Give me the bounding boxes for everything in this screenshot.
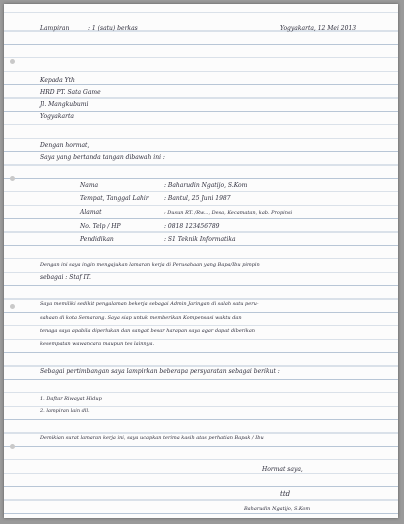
recipient-city: Yogyakarta — [40, 113, 74, 120]
recipient-street: Jl. Mangkubumi — [40, 101, 89, 108]
paragraph-line: sahaan di kota Semarang. Saya siap untuk memberikan Kompensasi waktu dan — [40, 315, 242, 321]
punch-hole — [10, 304, 15, 309]
letter-page — [4, 4, 398, 518]
identity-label: Nama — [80, 182, 99, 189]
punch-hole — [10, 176, 15, 181]
lampiran-value: : 1 (satu) berkas — [88, 25, 138, 32]
intro-line: Saya yang bertanda tangan dibawah ini : — [40, 154, 165, 161]
paragraph-line: kesempatan wawancara maupun tes lainnya. — [40, 341, 155, 347]
attachment-item: 1. Daftar Riwayat Hidup — [40, 396, 102, 402]
recipient-kepada: Kepada Yth — [40, 77, 75, 84]
identity-label: No. Telp / HP — [80, 223, 121, 230]
attachment-item: 2. lampiran lain dll. — [40, 408, 90, 414]
paragraph-line: Saya memiliki sedikit pengalaman bekerja sebagai Admin Jaringan di salah satu peru- — [40, 301, 259, 307]
identity-value: : 0818 123456789 — [164, 223, 220, 230]
paragraph-line: sebagai : Staf IT. — [40, 274, 91, 281]
signature: ttd — [280, 490, 291, 498]
greeting: Dengan hormat, — [40, 142, 90, 149]
identity-value: : Bantul, 25 Juni 1987 — [164, 195, 231, 202]
paragraph-line: Dengan ini saya ingin mengajukan lamaran kerja di Perusahaan yang Bapa/Ibu pimpin — [40, 262, 260, 268]
punch-hole — [10, 444, 15, 449]
identity-value: : Dusun RT. /Rw..., Desa, Kecamatan, kab. Propinsi — [164, 210, 293, 216]
identity-value: : S1 Teknik Informatika — [164, 236, 236, 243]
identity-label: Pendidikan — [80, 236, 114, 243]
punch-hole — [10, 59, 15, 64]
place-date: Yogyakarta, 12 Mei 2013 — [280, 25, 357, 32]
lampiran-label: Lampiran — [40, 25, 70, 32]
closing-line: Demikian surat lamaran kerja ini, saya ucapkan terima kasih atas perhatian Bapak / Ibu — [40, 435, 264, 441]
signer-name: Baharudin Ngatijo, S.Kom — [244, 506, 311, 512]
signoff: Hormat saya, — [262, 466, 303, 473]
paragraph-line: Sebagai pertimbangan saya lampirkan beberapa persyaratan sebagai berikut : — [40, 368, 280, 375]
identity-label: Alamat — [80, 209, 102, 216]
identity-label: Tempat, Tanggal Lahir — [80, 195, 149, 202]
paragraph-line: tenaga saya apabila diperlukan dan sangat besar harapan saya agar dapat diberikan — [40, 328, 256, 334]
identity-value: : Baharudin Ngatijo, S.Kom — [164, 182, 248, 189]
recipient-hrd: HRD PT. Sata Game — [40, 89, 101, 96]
